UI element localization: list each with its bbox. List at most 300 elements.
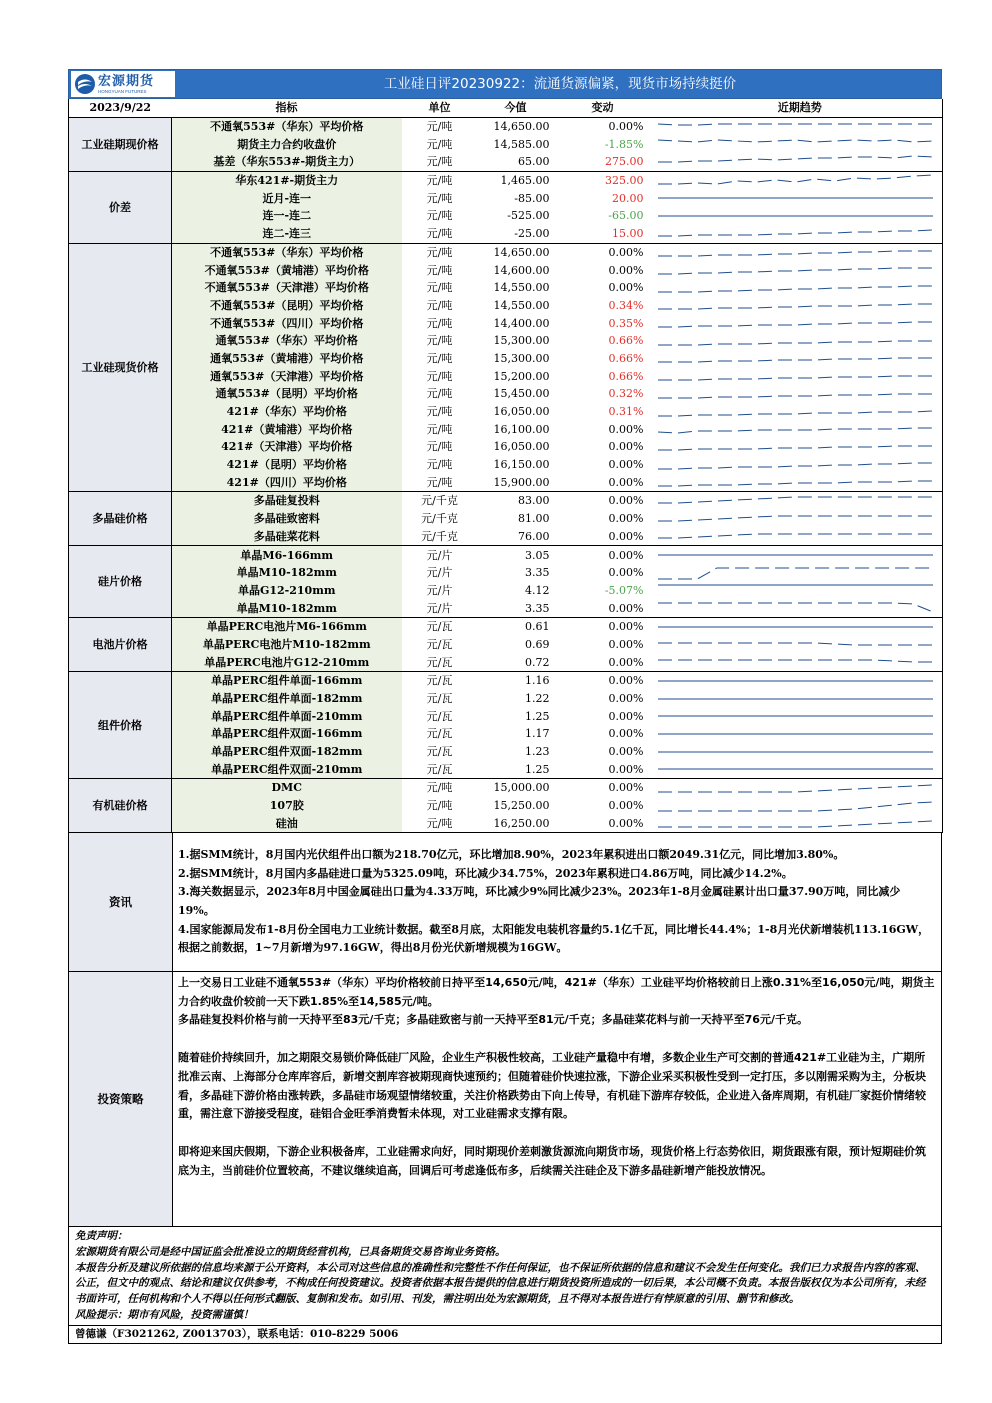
table-row (69, 546, 943, 564)
value-cell: 3.35 (478, 599, 554, 617)
sparkline-path (658, 481, 933, 486)
trend-cell (652, 332, 943, 350)
sparkline (658, 315, 933, 331)
table-row (69, 725, 943, 743)
indicator-name: 单晶PERC组件双面-210mm (172, 760, 402, 778)
value-cell: 15,250.00 (493, 799, 550, 813)
sparkline (658, 474, 933, 490)
unit-cell: 元/瓦 (402, 653, 478, 671)
change-cell: 0.32% (608, 387, 644, 401)
indicator-name: 不通氧553#（华东）平均价格 (172, 243, 402, 261)
change-cell: -65.00 (608, 209, 644, 223)
sparkline (658, 244, 933, 260)
table-row (69, 171, 943, 189)
unit-cell: 元/吨 (426, 351, 453, 365)
unit-cell: 元/千克 (421, 512, 458, 526)
unit-cell: 元/吨 (402, 225, 478, 243)
table-row (69, 385, 943, 403)
value-cell: 0.72 (478, 653, 554, 671)
table-row (69, 332, 943, 350)
indicator-name: 连二-连三 (172, 225, 402, 243)
change-cell: 0.00% (554, 815, 652, 833)
sparkline (658, 708, 933, 724)
unit-cell: 元/吨 (426, 781, 453, 795)
table-row (69, 582, 943, 600)
unit-cell: 元/瓦 (426, 727, 453, 741)
table-row (69, 207, 943, 225)
sparkline-path (658, 156, 933, 162)
unit-cell: 元/吨 (426, 298, 453, 312)
sparkline (658, 119, 933, 135)
logo-mark-icon (74, 73, 96, 95)
sparkline (658, 654, 933, 670)
table-row (69, 760, 943, 778)
unit-cell: 元/吨 (426, 334, 453, 348)
sparkline-path (658, 463, 933, 469)
sparkline (658, 691, 933, 707)
sparkline-path (658, 341, 933, 345)
indicator-name: 通氧553#（昆明）平均价格 (172, 385, 402, 403)
news-item: 4.国家能源局发布1-8月份全国电力工业统计数据。截至8月底，太阳能发电装机容量约5.1亿千瓦，同比增长44.4%；1-8月光伏新增装机113.16GW，根据之前数据，1~7月新增为97.16GW，得出8月份光伏新增规模为16GW。 (178, 922, 930, 955)
indicator-name: 单晶M10-182mm (172, 564, 402, 582)
trend-cell (652, 153, 943, 171)
sparkline (658, 421, 933, 437)
trend-cell (652, 617, 943, 635)
sparkline (658, 333, 933, 349)
news-item: 2.据SMM统计，8月国内多晶硅进口量为5325.09吨，环比减少34.75%，2023年累积进口4.86万吨，同比减少14.2%。 (178, 866, 793, 880)
trend-cell (652, 582, 943, 600)
unit-cell: 元/瓦 (426, 709, 453, 723)
sparkline-path (658, 785, 933, 792)
trend-cell (652, 707, 943, 725)
table-row (69, 617, 943, 635)
indicator-name: 通氧553#（黄埔港）平均价格 (172, 350, 402, 368)
category-label: 电池片价格 (69, 617, 172, 671)
value-cell: 16,150.00 (493, 458, 550, 472)
disclaimer-body: 本报告分析及建议所依据的信息均来源于公开资料，本公司对这些信息的准确性和完整性不作任何保证，也不保证所依据的信息和建议不会发生任何变化。我们已力求报告内容的客观、公正，但文中的观点、结论和建议仅供参考，不构成任何投资建议。投资者依据本报告提供的信息进行期货投资所造成的一切后果，本公司概不负责。本报告版权仅为本公司所有，未经书面许可，任何机构和个人不得以任何形式翻版、复制和发布。如引用、刊发，需注明出处为宏源期货，且不得对本报告进行有悖原意的引用、删节和修改。 (75, 1261, 926, 1305)
sparkline (658, 815, 933, 831)
strategy-paragraph: 上一交易日工业硅不通氧553#（华东）平均价格较前日持平至14,650元/吨，421#（华东）工业硅平均价格较前日上涨0.31%至16,050元/吨，期货主力合约收盘价较前一天下跌1.85%至14,585元/吨。 (178, 976, 935, 1008)
trend-cell (652, 350, 943, 368)
trend-cell (652, 473, 943, 491)
sparkline (658, 262, 933, 278)
trend-cell (652, 797, 943, 815)
value-cell: 14,600.00 (493, 263, 550, 277)
change-cell: 0.00% (608, 281, 644, 295)
table-row (69, 456, 943, 474)
indicator-name: 421#（华东）平均价格 (172, 403, 402, 421)
unit-cell: 元/吨 (426, 440, 453, 454)
value-cell: 3.35 (525, 566, 550, 580)
value-cell: 15,000.00 (493, 781, 550, 795)
table-row (69, 564, 943, 582)
value-cell: 1.16 (525, 674, 550, 688)
value-cell: 1.25 (478, 760, 554, 778)
change-cell: 15.00 (554, 225, 652, 243)
category-label: 价差 (69, 171, 172, 243)
indicator-name: 单晶G12-210mm (172, 582, 402, 600)
sparkline-path (658, 286, 933, 292)
change-cell: 0.00% (608, 620, 644, 634)
change-cell: 0.00% (554, 528, 652, 546)
sparkline (658, 726, 933, 742)
strategy-paragraph: 多晶硅复投料价格与前一天持平至83元/千克；多晶硅致密与前一天持平至81元/千克；多晶硅菜花料与前一天持平至76元/千克。 (178, 1013, 808, 1027)
trend-cell (652, 297, 943, 315)
strategy-section (68, 972, 942, 1227)
change-cell: 325.00 (605, 174, 644, 188)
change-cell: 0.34% (608, 298, 644, 312)
news-item: 3.海关数据显示，2023年8月中国金属硅出口量为4.33万吨，环比减少9%同比减少23%。2023年1-8月金属硅累计出口量37.90万吨，同比减少19%。 (178, 885, 901, 917)
change-cell: 0.00% (608, 799, 644, 813)
sparkline (658, 368, 933, 384)
value-cell: -525.00 (507, 209, 550, 223)
table-row (69, 261, 943, 279)
sparkline (658, 780, 933, 796)
sparkline-path (658, 497, 933, 503)
sparkline (658, 350, 933, 366)
sparkline (658, 565, 933, 581)
disclaimer (68, 1227, 942, 1326)
sparkline (658, 439, 933, 455)
table-row (69, 420, 943, 438)
unit-cell: 元/吨 (402, 473, 478, 491)
sparkline (658, 154, 933, 170)
table-row (69, 653, 943, 671)
unit-cell: 元/吨 (426, 137, 453, 151)
table-row (69, 243, 943, 261)
trend-cell (652, 243, 943, 261)
value-cell: 16,250.00 (478, 815, 554, 833)
sparkline (658, 636, 933, 652)
value-cell: 14,585.00 (493, 137, 550, 151)
indicator-name: 不通氧553#（华东）平均价格 (172, 117, 402, 135)
table-row (69, 797, 943, 815)
change-cell: 0.00% (554, 760, 652, 778)
unit-cell: 元/片 (402, 599, 478, 617)
trend-cell (652, 636, 943, 654)
trend-cell (652, 261, 943, 279)
news-list (173, 833, 941, 971)
table-row (69, 314, 943, 332)
table-row (69, 690, 943, 708)
report-sheet (68, 69, 942, 1344)
disclaimer-line: 宏源期货有限公司是经中国证监会批准设立的期货经营机构，已具备期货交易咨询业务资格。 (75, 1245, 506, 1258)
category-label: 工业硅期现价格 (69, 117, 172, 171)
trend-cell (652, 599, 943, 617)
value-cell: 15,900.00 (478, 473, 554, 491)
trend-cell (652, 171, 943, 189)
sparkline-path (658, 304, 933, 309)
value-cell: 15,450.00 (493, 387, 550, 401)
strategy-text (173, 972, 941, 1226)
indicator-name: 通氧553#（华东）平均价格 (172, 332, 402, 350)
sparkline-path (658, 660, 933, 662)
logo-text: 宏源期货 (98, 73, 155, 89)
indicator-name: 不通氧553#（昆明）平均价格 (172, 297, 402, 315)
sparkline (658, 493, 933, 509)
sparkline-path (658, 230, 933, 236)
change-cell: 0.00% (608, 674, 644, 688)
table-row (69, 599, 943, 617)
value-cell: 1,465.00 (500, 174, 550, 188)
trend-cell (652, 815, 943, 833)
change-cell: -5.07% (604, 583, 644, 597)
unit-cell: 元/千克 (421, 494, 458, 508)
indicator-name: 单晶M6-166mm (172, 546, 402, 564)
value-cell: 1.17 (525, 727, 550, 741)
unit-cell: 元/吨 (426, 369, 453, 383)
news-label: 资讯 (69, 833, 173, 971)
value-cell: 3.05 (525, 548, 550, 562)
sparkline (658, 673, 933, 689)
indicator-name: 期货主力合约收盘价 (172, 135, 402, 153)
sparkline (658, 190, 933, 206)
unit-cell: 元/片 (426, 566, 453, 580)
table-row (69, 403, 943, 421)
unit-cell: 元/吨 (426, 120, 453, 134)
indicator-name: 近月-连一 (172, 189, 402, 207)
trend-cell (652, 135, 943, 153)
table-row (69, 636, 943, 654)
unit-cell: 元/吨 (426, 209, 453, 223)
category-label: 有机硅价格 (69, 779, 172, 833)
change-cell: 0.00% (554, 599, 652, 617)
indicator-name: 基差（华东553#-期货主力） (172, 153, 402, 171)
value-cell: 0.69 (525, 637, 550, 651)
trend-cell (652, 743, 943, 761)
sparkline-path (658, 394, 933, 398)
sparkline-path (658, 358, 933, 362)
sparkline-path (658, 516, 933, 521)
indicator-name: 单晶PERC组件双面-182mm (172, 743, 402, 761)
table-row (69, 117, 943, 135)
report-title: 工业硅日评20230922：流通货源偏紧，现货市场持续挺价 (383, 76, 737, 92)
indicator-name: 单晶PERC组件单面-210mm (172, 707, 402, 725)
change-cell: 0.00% (608, 512, 644, 526)
indicator-name: 多晶硅复投料 (172, 492, 402, 510)
disclaimer-title: 免责声明： (75, 1230, 128, 1243)
change-cell: 0.00% (608, 422, 644, 436)
indicator-name: 421#（黄埔港）平均价格 (172, 420, 402, 438)
sparkline-path (658, 322, 933, 327)
unit-cell: 元/吨 (402, 153, 478, 171)
unit-cell: 元/吨 (426, 191, 453, 205)
change-cell: 0.00% (608, 566, 644, 580)
trend-cell (652, 653, 943, 671)
trend-cell (652, 510, 943, 528)
indicator-name: 不通氧553#（天津港）平均价格 (172, 279, 402, 297)
value-cell: 15,300.00 (493, 351, 550, 365)
unit-cell: 元/瓦 (426, 745, 453, 759)
change-cell: 0.00% (608, 745, 644, 759)
value-cell: 4.12 (525, 583, 550, 597)
sparkline (658, 761, 933, 777)
sparkline-path (658, 802, 933, 811)
sparkline (658, 600, 933, 616)
table-row (69, 350, 943, 368)
trend-cell (652, 492, 943, 510)
sparkline-path (658, 446, 933, 450)
unit-cell: 元/吨 (426, 799, 453, 813)
change-cell: 0.66% (608, 369, 644, 383)
unit-cell: 元/片 (426, 583, 453, 597)
indicator-name: 单晶PERC组件单面-166mm (172, 672, 402, 690)
value-cell: -85.00 (514, 191, 550, 205)
table-row (69, 743, 943, 761)
change-cell: 0.00% (608, 263, 644, 277)
date-header: 2023/9/22 (69, 99, 172, 117)
change-cell: 0.66% (608, 334, 644, 348)
change-cell: 0.00% (608, 120, 644, 134)
unit-cell: 元/瓦 (426, 620, 453, 634)
sparkline-path (658, 603, 933, 612)
indicator-name: 单晶PERC组件单面-182mm (172, 690, 402, 708)
table-row (69, 779, 943, 797)
sparkline-path (658, 175, 933, 184)
sparkline (658, 297, 933, 313)
indicator-name: 单晶M10-182mm (172, 599, 402, 617)
sparkline (658, 208, 933, 224)
sparkline (658, 136, 933, 152)
value-cell: 15,300.00 (493, 334, 550, 348)
sparkline (658, 173, 933, 189)
indicator-name: 单晶PERC组件双面-166mm (172, 725, 402, 743)
sparkline (658, 511, 933, 527)
change-cell: 0.00% (608, 781, 644, 795)
table-row (69, 225, 943, 243)
trend-cell (652, 314, 943, 332)
unit-cell: 元/瓦 (426, 637, 453, 651)
value-header: 今值 (478, 99, 554, 117)
sparkline-path (658, 821, 933, 827)
logo-subtext: HONGYUAN FUTURES (98, 88, 147, 94)
price-table (68, 99, 943, 833)
sparkline-path (658, 428, 933, 433)
table-row (69, 707, 943, 725)
indicator-name: 多晶硅致密料 (172, 510, 402, 528)
table-header-row (69, 99, 943, 117)
sparkline-path (658, 643, 933, 645)
value-cell: 0.61 (525, 620, 550, 634)
change-cell: 0.00% (608, 637, 644, 651)
strategy-label: 投资策略 (69, 972, 173, 1226)
table-row (69, 153, 943, 171)
table-row (69, 135, 943, 153)
sparkline-path (658, 268, 933, 274)
news-section (68, 833, 942, 972)
indicator-name: 107胶 (172, 797, 402, 815)
unit-cell: 元/片 (426, 548, 453, 562)
change-cell: 0.00% (608, 548, 644, 562)
indicator-name: 单晶PERC电池片M6-166mm (172, 617, 402, 635)
trend-cell (652, 456, 943, 474)
risk-warning: 风险提示：期市有风险，投资需谨慎！ (75, 1308, 254, 1321)
category-label: 硅片价格 (69, 546, 172, 618)
indicator-name: DMC (172, 779, 402, 797)
indicator-name: 421#（昆明）平均价格 (172, 456, 402, 474)
indicator-name: 多晶硅菜花料 (172, 528, 402, 546)
sparkline (658, 528, 933, 544)
indicator-name: 硅油 (172, 815, 402, 833)
table-row (69, 672, 943, 690)
unit-cell: 元/吨 (426, 281, 453, 295)
trend-cell (652, 189, 943, 207)
sparkline (658, 226, 933, 242)
company-logo (71, 71, 175, 97)
unit-cell: 元/瓦 (426, 674, 453, 688)
trend-cell (652, 438, 943, 456)
sparkline (658, 582, 933, 598)
trend-cell (652, 760, 943, 778)
unit-cell: 元/吨 (426, 422, 453, 436)
trend-cell (652, 528, 943, 546)
change-cell: 0.00% (608, 692, 644, 706)
indicator-name: 421#（天津港）平均价格 (172, 438, 402, 456)
change-cell: 0.00% (608, 245, 644, 259)
value-cell: 14,400.00 (493, 316, 550, 330)
table-row (69, 815, 943, 833)
indicator-name: 通氧553#（天津港）平均价格 (172, 367, 402, 385)
strategy-paragraph: 随着硅价持续回升，加之期限交易锁价降低硅厂风险，企业生产积极性较高，工业硅产量稳中有增，多数企业生产可交割的普通421#工业硅为主，广期所批准云南、上海部分仓库库容后，新增交割库容被期现商快速预约；但随着硅价快速拉涨，下游企业采买积极性受到一定打压，多以刚需采购为主，分板块看，多晶硅下游价格由涨转跌，多晶硅市场观望情绪较重，关注价格跌势由下向上传导，有机硅下游库存较低，企业进入备库周期，有机硅厂家挺价情绪较重，需注意下游接受程度，硅铝合金旺季消费暂未体现，对工业硅需求支撑有限。 (178, 1051, 926, 1121)
change-cell: -1.85% (604, 137, 644, 151)
change-cell: 0.66% (608, 351, 644, 365)
unit-cell: 元/千克 (402, 528, 478, 546)
change-cell: 0.00% (554, 653, 652, 671)
change-cell: 0.31% (608, 405, 644, 419)
change-cell: 20.00 (612, 191, 644, 205)
report-header (68, 69, 942, 99)
sparkline-path (658, 140, 933, 142)
sparkline (658, 404, 933, 420)
sparkline (658, 619, 933, 635)
unit-cell: 元/瓦 (426, 692, 453, 706)
table-row (69, 438, 943, 456)
sparkline-path (658, 251, 933, 256)
change-cell: 0.00% (608, 727, 644, 741)
unit-cell: 元/吨 (426, 245, 453, 259)
trend-cell (652, 117, 943, 135)
indicator-name: 单晶PERC电池片G12-210mm (172, 653, 402, 671)
value-cell: -25.00 (478, 225, 554, 243)
value-cell: 14,650.00 (493, 120, 550, 134)
trend-cell (652, 779, 943, 797)
strategy-paragraph: 即将迎来国庆假期，下游企业积极备库，工业硅需求向好，同时期现价差刺激货源流向期货市场，现货价格上行态势依旧，期货跟涨有限，预计短期硅价筑底为主，当前硅价位置较高，不建议继续追高，回调后可考虑逢低布多，后续需关注硅企及下游多晶硅新增产能投放情况。 (178, 1145, 926, 1177)
change-cell: 0.35% (608, 316, 644, 330)
value-cell: 83.00 (518, 494, 550, 508)
value-cell: 14,550.00 (493, 281, 550, 295)
trend-cell (652, 672, 943, 690)
unit-cell: 元/吨 (426, 387, 453, 401)
unit-cell: 元/吨 (426, 405, 453, 419)
sparkline (658, 457, 933, 473)
value-cell: 1.22 (525, 692, 550, 706)
indicator-name: 421#（四川）平均价格 (172, 473, 402, 491)
sparkline-path (658, 534, 933, 538)
category-label: 组件价格 (69, 672, 172, 779)
indicator-header: 指标 (172, 99, 402, 117)
sparkline (658, 386, 933, 402)
value-cell: 15,200.00 (493, 369, 550, 383)
table-row (69, 473, 943, 491)
indicator-name: 单晶PERC电池片M10-182mm (172, 636, 402, 654)
table-row (69, 367, 943, 385)
unit-cell: 元/吨 (426, 263, 453, 277)
contact-line: 曾德谦（F3021262, Z0013703），联系电话：010-8229 5006 (68, 1326, 942, 1344)
trend-cell (652, 546, 943, 564)
sparkline (658, 547, 933, 563)
table-row (69, 297, 943, 315)
indicator-name: 连一-连二 (172, 207, 402, 225)
